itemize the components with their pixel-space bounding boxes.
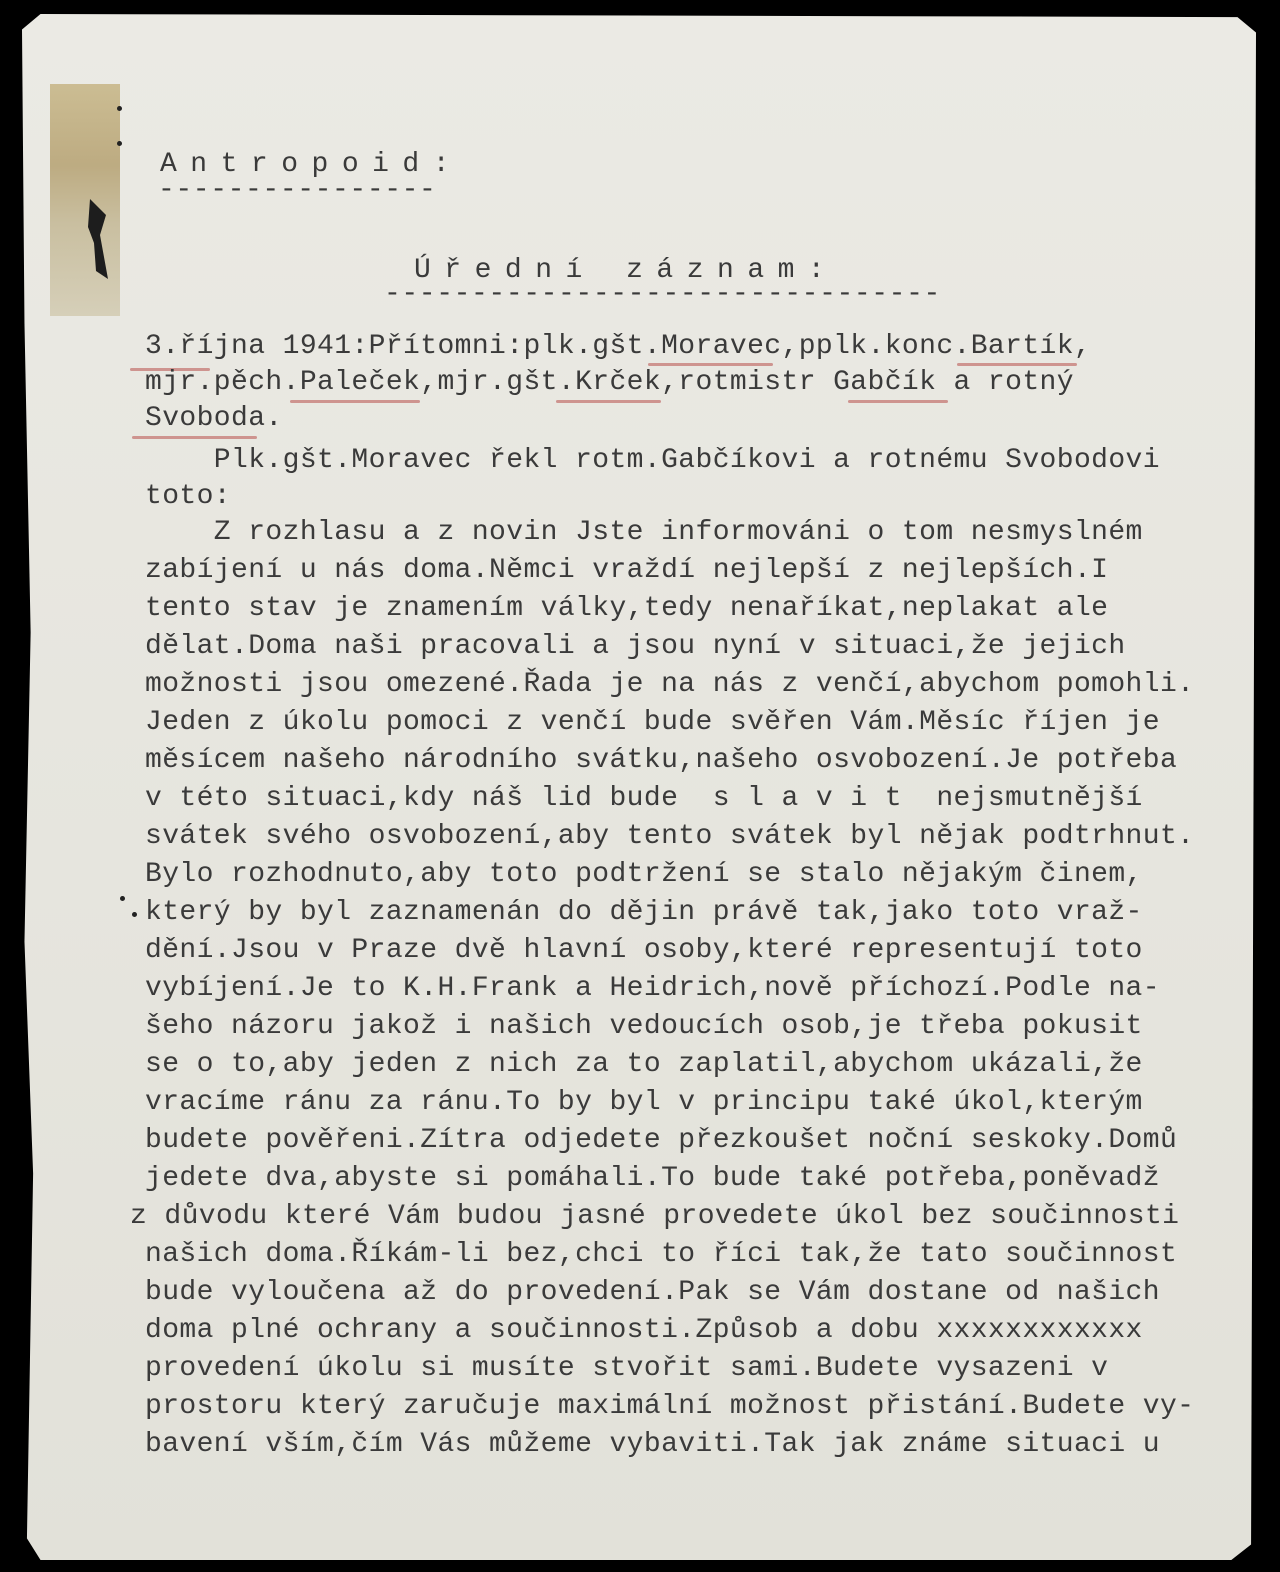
document-heading: Antropoid: xyxy=(160,149,464,180)
staple-hole xyxy=(117,141,122,146)
text-line: mjr.pěch.Paleček,mjr.gšt.Krček,rotmistr Gabčík a rotný xyxy=(145,367,1074,398)
document-title: Úřední záznam: xyxy=(414,255,839,286)
red-underline xyxy=(290,400,420,403)
text-line: měsícem našeho národního svátku,našeho osvobození.Je potřeba xyxy=(145,745,1178,776)
text-line: v této situaci,kdy náš lid bude s l a v i t nejsmutnější xyxy=(145,783,1143,814)
text-line: Z rozhlasu a z novin Jste informováni o tom nesmyslném xyxy=(145,517,1143,548)
text-line: vracíme ránu za ránu.To by byl v principu také úkol,kterým xyxy=(145,1087,1143,1118)
heading-rule: ---------------- xyxy=(158,175,437,206)
text-line: možnosti jsou omezené.Řada je na nás z venčí,abychom pomohli. xyxy=(145,669,1195,700)
red-underline xyxy=(556,400,661,403)
text-line: svátek svého osvobození,aby tento svátek byl nějak podtrhnut. xyxy=(145,821,1195,852)
text-line: našich doma.Říkám-li bez,chci to říci tak,že tato součinnost xyxy=(145,1239,1178,1270)
red-underline xyxy=(132,436,257,439)
text-line: zabíjení u nás doma.Němci vraždí nejlepší z nejlepších.I xyxy=(145,555,1109,586)
text-line: který by byl zaznamenán do dějin právě tak,jako toto vraž- xyxy=(145,897,1143,928)
text-line: dělat.Doma naši pracovali a jsou nyní v situaci,že jejich xyxy=(145,631,1126,662)
red-underline xyxy=(648,363,773,366)
text-line: doma plné ochrany a součinnosti.Způsob a dobu xxxxxxxxxxxx xyxy=(145,1315,1143,1346)
text-line: bude vyloučena až do provedení.Pak se Vám dostane od našich xyxy=(145,1277,1160,1308)
text-line: 3.října 1941:Přítomni:plk.gšt.Moravec,pplk.konc.Bartík, xyxy=(145,331,1092,362)
text-line: prostoru který zaručuje maximální možnost přistání.Budete vy- xyxy=(145,1391,1195,1422)
text-line: jedete dva,abyste si pomáhali.To bude také potřeba,poněvadž xyxy=(145,1163,1160,1194)
adhesive-tape xyxy=(50,84,120,316)
text-line: Bylo rozhodnuto,aby toto podtržení se stalo nějakým činem, xyxy=(145,859,1143,890)
text-line: Jeden z úkolu pomoci z venčí bude svěřen Vám.Měsíc říjen je xyxy=(145,707,1160,738)
text-line: z důvodu které Vám budou jasné provedete úkol bez součinnosti xyxy=(130,1201,1180,1232)
text-line: šeho názoru jakož i našich vedoucích osob,je třeba pokusit xyxy=(145,1011,1143,1042)
text-line: Svoboda. xyxy=(145,403,283,434)
text-line: toto: xyxy=(145,481,232,512)
red-underline xyxy=(848,400,948,403)
text-line: Plk.gšt.Moravec řekl rotm.Gabčíkovi a rotnému Svobodovi xyxy=(145,445,1160,476)
staple-hole xyxy=(120,896,125,901)
text-line: tento stav je znamením války,tedy nenaříkat,neplakat ale xyxy=(145,593,1109,624)
margin-dot xyxy=(132,912,137,917)
staple-hole xyxy=(117,106,122,111)
text-line: bavení vším,čím Vás můžeme vybaviti.Tak jak známe situaci u xyxy=(145,1429,1160,1460)
red-underline xyxy=(957,363,1077,366)
text-line: dění.Jsou v Praze dvě hlavní osoby,které representují toto xyxy=(145,935,1143,966)
text-line: provedení úkolu si musíte stvořit sami.Budete vysazeni v xyxy=(145,1353,1109,1384)
title-rule: -------------------------------- xyxy=(384,279,941,310)
text-line: budete pověřeni.Zítra odjedete přezkoušet noční seskoky.Domů xyxy=(145,1125,1178,1156)
text-line: se o to,aby jeden z nich za to zaplatil,abychom ukázali,že xyxy=(145,1049,1143,1080)
text-line: vybíjení.Je to K.H.Frank a Heidrich,nově příchozí.Podle na- xyxy=(145,973,1160,1004)
